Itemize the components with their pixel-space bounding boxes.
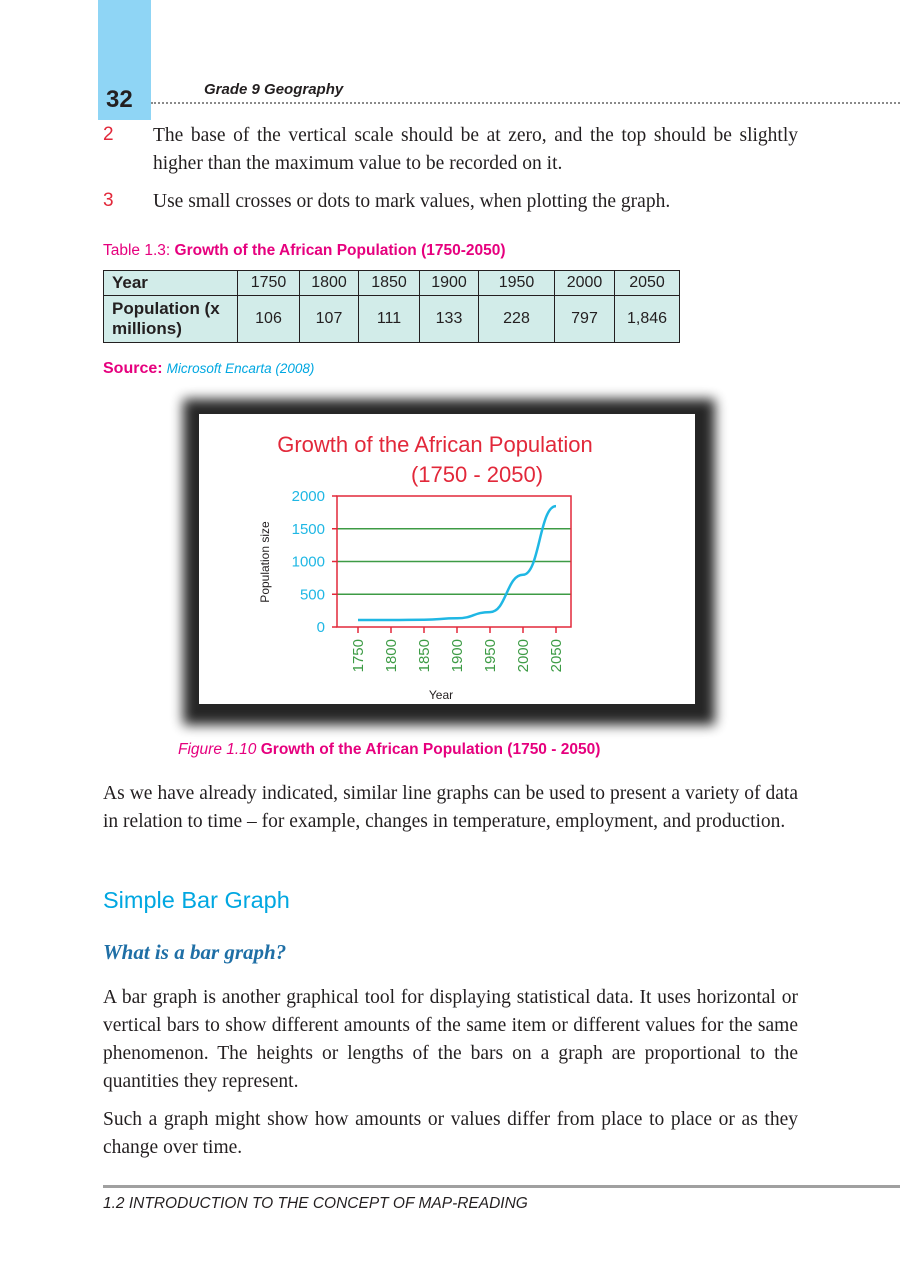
item-text-2: The base of the vertical scale should be at zero, and the top should be slightly higher than the maximum value to be recorded on it. xyxy=(153,125,798,174)
chart-x-tick-label: 2050 xyxy=(548,639,565,673)
table-caption xyxy=(103,242,506,260)
year-cell: 1900 xyxy=(420,271,479,296)
figure-title: Growth of the African Population (1750 - 2050) xyxy=(260,741,601,758)
chart-x-tick-label: 1850 xyxy=(416,639,433,673)
table-row-year xyxy=(104,271,680,296)
figure-caption xyxy=(178,741,600,759)
population-cell: 111 xyxy=(359,296,420,343)
table-row-population xyxy=(104,296,680,343)
running-head: Grade 9 Geography xyxy=(204,81,344,98)
footer-rule xyxy=(103,1185,900,1188)
chart-y-tick-label: 2000 xyxy=(291,488,325,505)
chart-x-tick-label: 1750 xyxy=(350,639,367,673)
item-text-3: Use small crosses or dots to mark values, when plotting the graph. xyxy=(153,191,671,212)
chart-subtitle: (1750 - 2050) xyxy=(410,462,544,487)
section-subheading: What is a bar graph? xyxy=(103,940,287,964)
year-cell: 1850 xyxy=(359,271,420,296)
population-table xyxy=(103,270,680,343)
chart-x-tick-label: 1800 xyxy=(383,639,400,673)
source-value: Microsoft Encarta (2008) xyxy=(166,361,315,376)
source-label: Source: xyxy=(103,360,163,377)
chart-y-ticks xyxy=(292,488,337,636)
population-cell: 107 xyxy=(300,296,359,343)
table-source xyxy=(103,360,314,378)
figure-number: Figure 1.10 xyxy=(178,741,257,758)
population-cell: 797 xyxy=(555,296,615,343)
chart-y-tick-label: 1500 xyxy=(291,520,325,538)
header-dotted-rule xyxy=(151,102,900,104)
footer-section-title: 1.2 INTRODUCTION TO THE CONCEPT OF MAP-READING xyxy=(103,1195,528,1212)
population-cell: 106 xyxy=(238,296,300,343)
paragraph-bar-graph-use: Such a graph might show how amounts or values differ from place to place or as they change over time. xyxy=(103,1109,798,1158)
year-cell: 2000 xyxy=(555,271,615,296)
year-cell: 1950 xyxy=(479,271,555,296)
item-number-3: 3 xyxy=(103,190,114,211)
year-cell: 1800 xyxy=(300,271,359,296)
row-head-year: Year xyxy=(104,271,238,296)
chart-x-tick-label: 1950 xyxy=(482,639,499,673)
population-cell: 133 xyxy=(420,296,479,343)
row-head-population: Population (x millions) xyxy=(104,296,238,343)
chart-x-axis-label: Year xyxy=(428,688,454,702)
year-cell: 1750 xyxy=(238,271,300,296)
chart-title: Growth of the African Population xyxy=(277,432,593,457)
chart-y-tick-label: 1000 xyxy=(291,553,325,571)
population-cell: 228 xyxy=(479,296,555,343)
table-caption-title: Growth of the African Population (1750-2050) xyxy=(174,242,506,259)
population-line-chart xyxy=(199,414,695,704)
section-heading: Simple Bar Graph xyxy=(103,887,290,913)
paragraph-line-graphs: As we have already indicated, similar line graphs can be used to present a variety of data in relation to time – for example, changes in temperature, employment, and production. xyxy=(103,783,798,832)
item-number-2: 2 xyxy=(103,124,114,145)
chart-x-ticks xyxy=(350,627,565,672)
chart-x-tick-label: 2000 xyxy=(515,639,532,673)
chart-x-tick-label: 1900 xyxy=(449,639,466,673)
table-caption-prefix: Table 1.3: xyxy=(103,242,171,259)
chart-y-axis-label: Population size xyxy=(258,521,272,603)
year-cell: 2050 xyxy=(615,271,680,296)
paragraph-bar-graph-definition: A bar graph is another graphical tool for displaying statistical data. It uses horizontal or vertical bars to show different amounts of the same item or different values for the same phenomenon. The heights or lengths of the bars on a graph are proportional to the quantities they represent. xyxy=(103,987,798,1092)
chart-y-tick-label: 0 xyxy=(316,619,325,636)
population-cell: 1,846 xyxy=(615,296,680,343)
chart-gridlines xyxy=(337,529,571,595)
chart-series-line xyxy=(358,506,556,620)
page-number: 32 xyxy=(106,86,133,113)
chart-y-tick-label: 500 xyxy=(299,586,325,604)
